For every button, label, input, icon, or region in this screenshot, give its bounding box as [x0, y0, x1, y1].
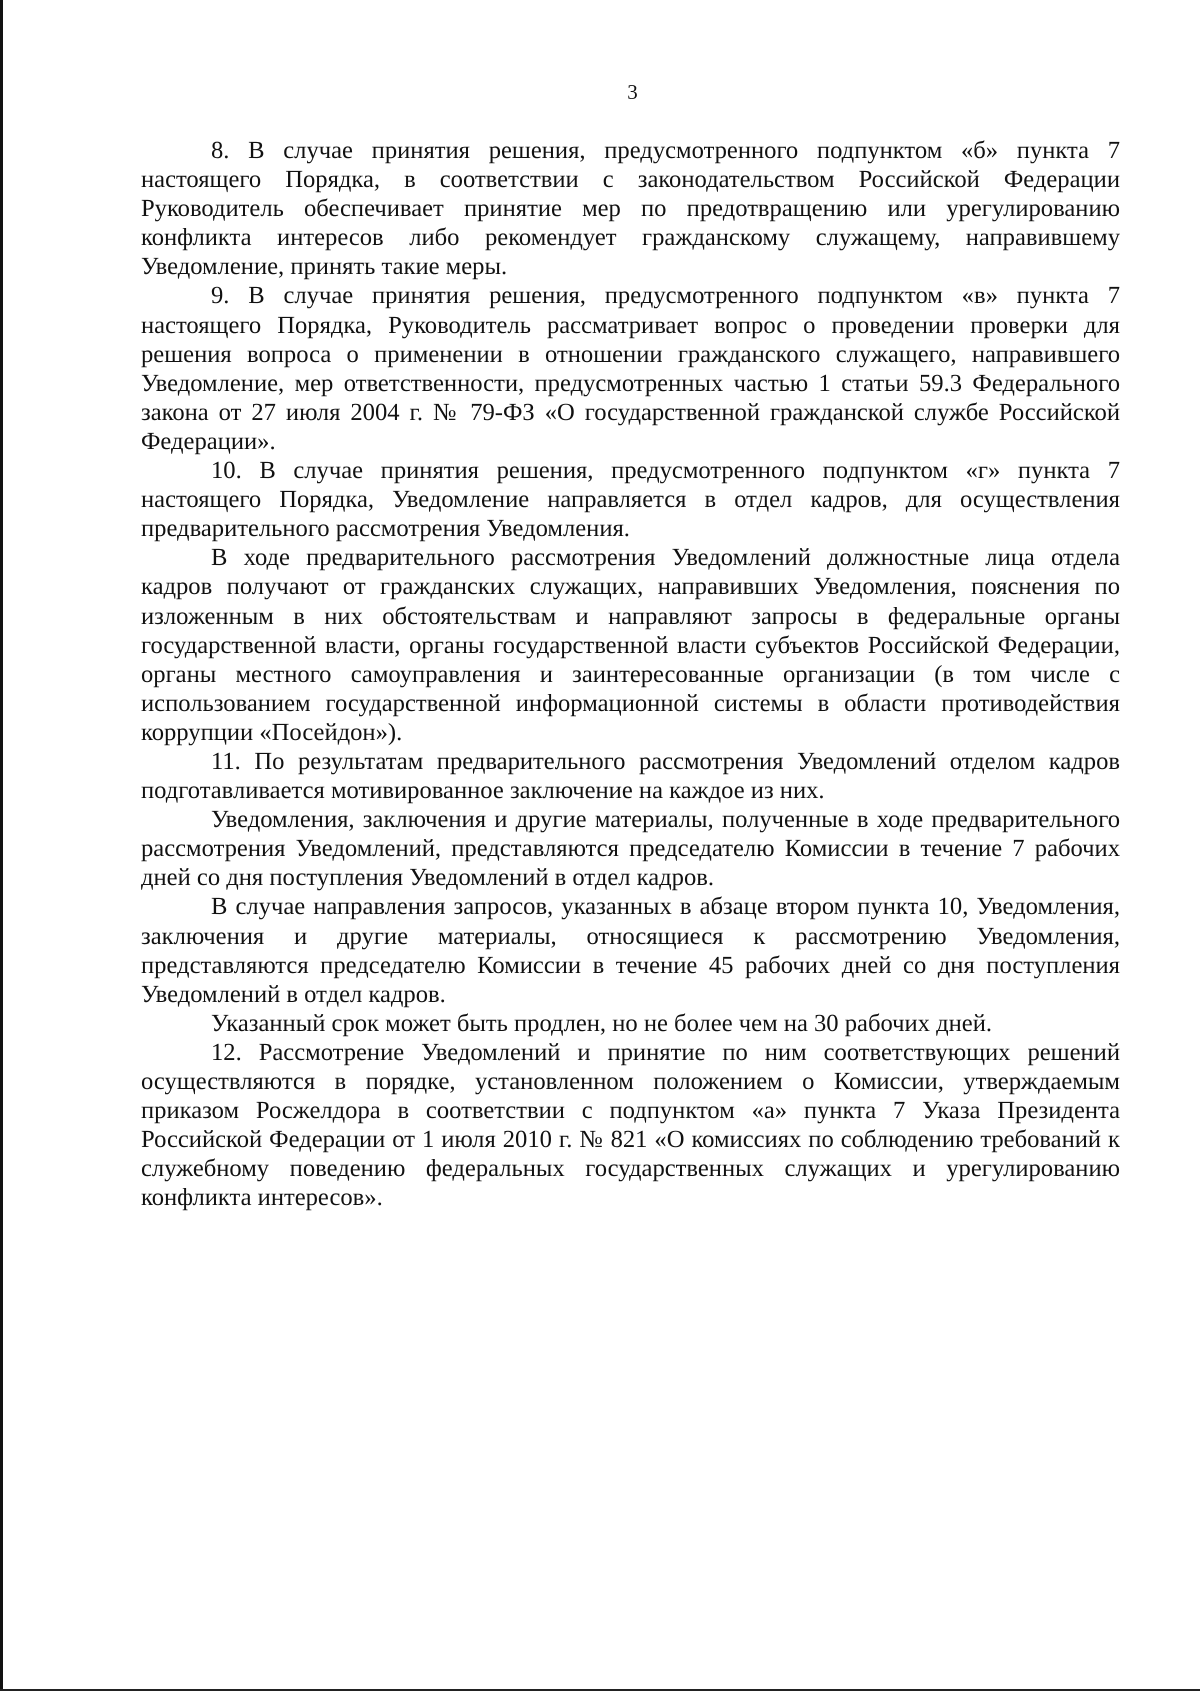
paragraph-11-second: Уведомления, заключения и другие материалы, полученные в ходе предварительного рассмотрения Уведомлений, представляются председателю Комиссии в течение 7 рабочих дней со дня поступления Уведомлений в отдел кадров. — [141, 806, 1120, 892]
paragraph-9: 9. В случае принятия решения, предусмотренного подпунктом «в» пункта 7 настоящего Порядка, Руководитель рассматривает вопрос о проведении проверки для решения вопроса о применении в отношении гражданского служащего, направившего Уведомление, мер ответственности, предусмотренных частью 1 статьи 59.3 Федерального закона от 27 июля 2004 г. № 79-ФЗ «О государственной гражданской службе Российской Федерации». — [141, 282, 1120, 455]
document-body — [141, 136, 1120, 1212]
paragraph-10-second: В ходе предварительного рассмотрения Уведомлений должностные лица отдела кадров получают от гражданских служащих, направивших Уведомления, пояснения по изложенным в них обстоятельствам и направляют запросы в федеральные органы государственной власти, органы государственной власти субъектов Российской Федерации, органы местного самоуправления и заинтересованные организации (в том числе с использованием государственной информационной системы в области противодействия коррупции «Посейдон»). — [141, 544, 1120, 746]
scan-edge-left — [0, 0, 3, 1691]
paragraph-11: 11. По результатам предварительного рассмотрения Уведомлений отделом кадров подготавливается мотивированное заключение на каждое из них. — [141, 747, 1120, 805]
page-number: 3 — [627, 80, 638, 104]
paragraph-12: 12. Рассмотрение Уведомлений и принятие по ним соответствующих решений осуществляются в порядке, установленном положением о Комиссии, утверждаемым приказом Росжелдора в соответствии с подпунктом «а» пункта 7 Указа Президента Российской Федерации от 1 июля 2010 г. № 821 «О комиссиях по соблюдению требований к служебному поведению федеральных государственных служащих и урегулированию конфликта интересов». — [141, 1038, 1120, 1212]
paragraph-8: 8. В случае принятия решения, предусмотренного подпунктом «б» пункта 7 настоящего Порядка, в соответствии с законодательством Российской Федерации Руководитель обеспечивает принятие мер по предотвращению или урегулированию конфликта интересов либо рекомендует гражданскому служащему, направившему Уведомление, принять такие меры. — [141, 137, 1120, 281]
paragraph-11-fourth: Указанный срок может быть продлен, но не более чем на 30 рабочих дней. — [211, 1009, 993, 1037]
paragraph-10: 10. В случае принятия решения, предусмотренного подпунктом «г» пункта 7 настоящего Порядка, Уведомление направляется в отдел кадров, для осуществления предварительного рассмотрения Уведомления. — [141, 457, 1120, 543]
paragraph-11-third: В случае направления запросов, указанных в абзаце втором пункта 10, Уведомления, заключения и другие материалы, относящиеся к рассмотрению Уведомления, представляются председателю Комиссии в течение 45 рабочих дней со дня поступления Уведомлений в отдел кадров. — [141, 893, 1120, 1008]
